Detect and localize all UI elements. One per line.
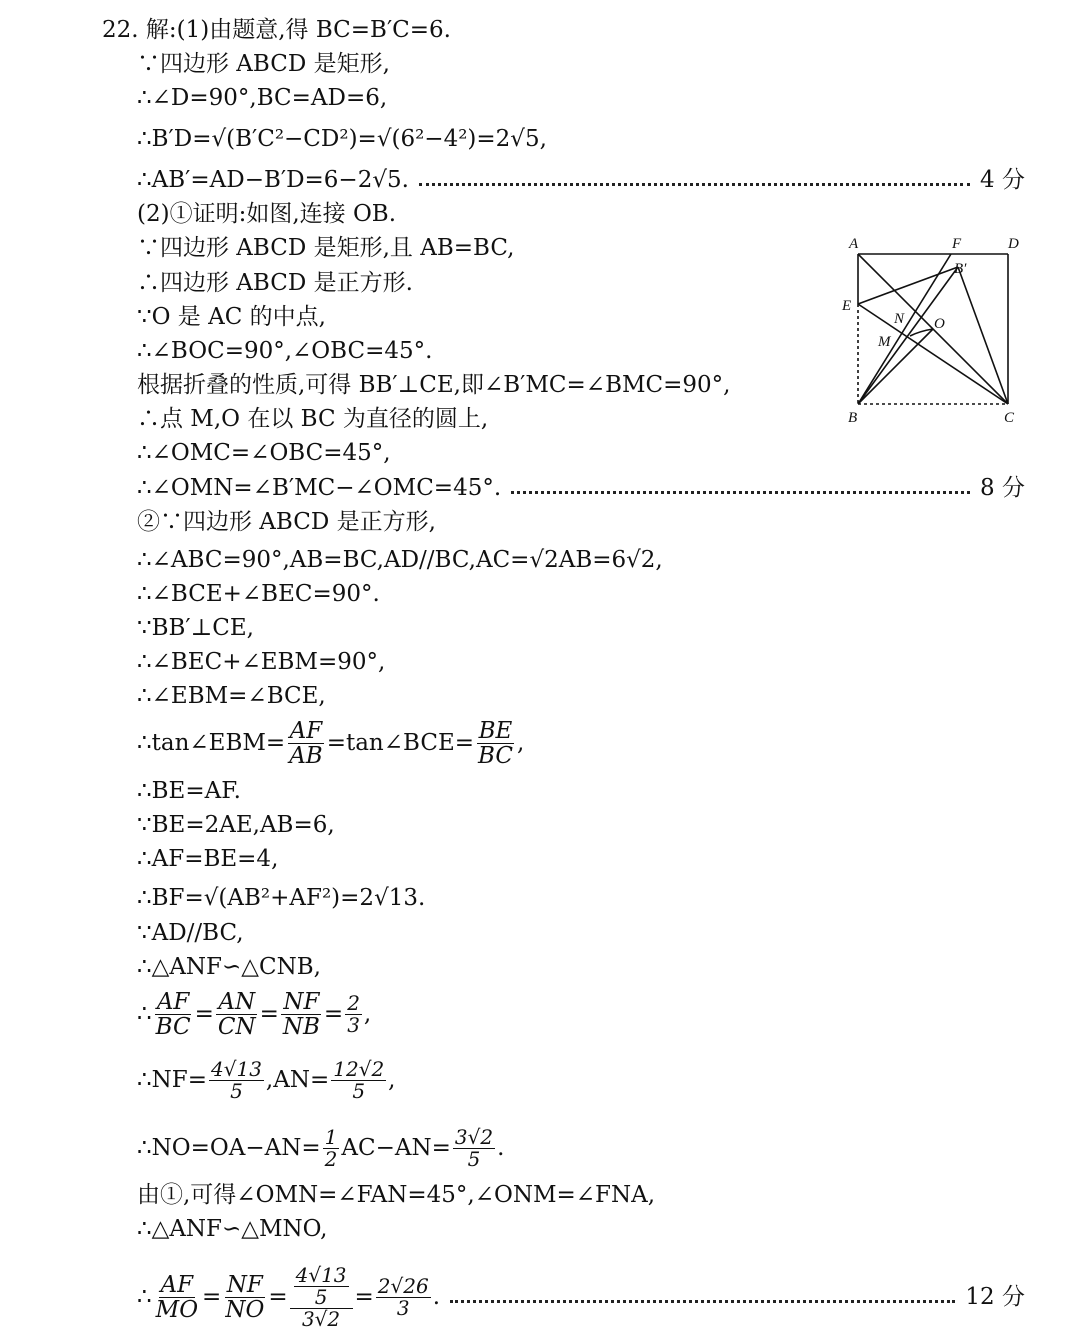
- comma: ,: [516, 730, 525, 756]
- line-3: ∴∠D=90°,BC=AD=6,: [137, 85, 388, 111]
- line-5-text: ∴AB′=AD−B′D=6−2√5.: [137, 167, 409, 193]
- therefore: ∴: [137, 1284, 152, 1310]
- label-D: D: [1008, 236, 1019, 252]
- line-tan: [137, 715, 524, 771]
- line-8: ∴四边形 ABCD 是正方形.: [137, 270, 413, 296]
- fraction-an-value: $\frac{12√2}{5}$: [333, 1056, 385, 1103]
- line-b1c: [958, 267, 1008, 404]
- fraction-nf-value: $\frac{4√13}{5}$: [211, 1056, 262, 1103]
- nf-label: ∴NF=: [137, 1067, 207, 1093]
- line-2: ∵四边形 ABCD 是矩形,: [137, 51, 390, 77]
- line-34: ∴△ANF∽△MNO,: [137, 1216, 328, 1242]
- dot-leader: [419, 183, 970, 186]
- no-left: ∴NO=OA−AN=: [137, 1135, 321, 1161]
- label-M: M: [878, 334, 891, 350]
- dot-leader: [450, 1300, 955, 1303]
- line-nf: ∴NF= $\frac{4√13}{5}$ ,AN= $\frac{12√2}{5}$ ,: [137, 1056, 396, 1103]
- fraction-af-bc: $\frac{AF}{BC}$: [155, 988, 191, 1040]
- line-bb1: [858, 267, 958, 404]
- score-12: 12 分: [965, 1284, 1025, 1310]
- line-final: ∴ $\frac{AF}{MO}$ = $\frac{NF}{NO}$ = $\frac{\frac{4√13}{5}}{3√2}$ = $\frac{2√26}{3}$ . 12 分: [137, 1262, 1025, 1331]
- line-24: ∴AF=BE=4,: [137, 846, 279, 872]
- line-14: [137, 475, 1025, 501]
- line-10: ∴∠BOC=90°,∠OBC=45°.: [137, 338, 433, 364]
- fraction-result: $\frac{2√26}{3}$: [377, 1273, 429, 1320]
- line-14-text: ∴∠OMN=∠B′MC−∠OMC=45°.: [137, 475, 502, 501]
- therefore: ∴: [137, 1001, 152, 1027]
- fraction-no-value: $\frac{3√2}{5}$: [454, 1124, 494, 1171]
- line-12: ∴点 M,O 在以 BC 为直径的圆上,: [137, 406, 489, 432]
- line-no: ∴NO=OA−AN= $\frac{1}{2}$ AC−AN= $\frac{3√2}{5}$ .: [137, 1124, 505, 1171]
- line-19: ∴∠BEC+∠EBM=90°,: [137, 649, 386, 675]
- line-20: ∴∠EBM=∠BCE,: [137, 683, 326, 709]
- line-33: 由①,可得∠OMN=∠FAN=45°,∠ONM=∠FNA,: [137, 1182, 656, 1208]
- line-13: ∴∠OMC=∠OBC=45°,: [137, 440, 391, 466]
- line-15: ②∵四边形 ABCD 是正方形,: [137, 509, 436, 535]
- line-23: ∵BE=2AE,AB=6,: [137, 812, 335, 838]
- line-bo: [858, 329, 933, 404]
- fraction-af-mo: $\frac{AF}{MO}$: [155, 1271, 199, 1323]
- dot-leader: [511, 491, 970, 494]
- line-16: ∴∠ABC=90°,AB=BC,AD//BC,AC=√2AB=6√2,: [137, 547, 663, 573]
- line-ratio: ∴ $\frac{AF}{BC}$ = $\frac{AN}{CN}$ = $\frac{NF}{NB}$ = $\frac{2}{3}$ ,: [137, 988, 372, 1040]
- label-A: A: [849, 236, 859, 252]
- line-26: ∵AD//BC,: [137, 920, 244, 946]
- line-17: ∴∠BCE+∠BEC=90°.: [137, 581, 380, 607]
- line-18: ∵BB′⊥CE,: [137, 615, 254, 641]
- score-4: 4 分: [980, 167, 1025, 193]
- fraction-complex: $\frac{\frac{4√13}{5}}{3√2}$: [290, 1265, 353, 1330]
- fraction-2-3: $\frac{2}{3}$: [347, 990, 360, 1037]
- no-mid: AC−AN=: [341, 1135, 451, 1161]
- label-N: N: [894, 311, 905, 327]
- label-B1: B′: [954, 261, 967, 277]
- label-B: B: [848, 410, 858, 426]
- line-25: ∴BF=√(AB²+AF²)=2√13.: [137, 885, 426, 911]
- tan-mid: =tan∠BCE=: [326, 730, 475, 756]
- line-5: [137, 167, 1025, 193]
- fraction-half: $\frac{1}{2}$: [324, 1124, 338, 1171]
- fraction-nf-nb: $\frac{NF}{NB}$: [282, 988, 320, 1040]
- fraction-inner: $\frac{4√13}{5}$: [295, 1262, 347, 1309]
- label-C: C: [1004, 410, 1015, 426]
- line-22: ∴BE=AF.: [137, 778, 241, 804]
- score-8: 8 分: [980, 475, 1025, 501]
- line-ec: [858, 304, 1008, 404]
- label-F: F: [952, 236, 962, 252]
- line-6: (2)①证明:如图,连接 OB.: [137, 201, 397, 227]
- label-O: O: [934, 316, 945, 332]
- fraction-af-ab: $\frac{AF}{AB}$: [289, 717, 323, 769]
- line-4: ∴B′D=√(B′C²−CD²)=√(6²−4²)=2√5,: [137, 126, 547, 152]
- fraction-be-bc: $\frac{BE}{BC}$: [478, 717, 513, 769]
- line-11: 根据折叠的性质,可得 BB′⊥CE,即∠B′MC=∠BMC=90°,: [137, 372, 731, 398]
- geometry-figure: [838, 232, 1028, 427]
- line-eb1: [858, 267, 958, 304]
- an-label: ,AN=: [265, 1067, 330, 1093]
- label-E: E: [842, 298, 852, 314]
- line-9: ∵O 是 AC 的中点,: [137, 304, 326, 330]
- fraction-an-cn: $\frac{AN}{CN}$: [217, 988, 256, 1040]
- line-27: ∴△ANF∽△CNB,: [137, 954, 321, 980]
- line-7: ∵四边形 ABCD 是矩形,且 AB=BC,: [137, 235, 515, 261]
- tan-left: ∴tan∠EBM=: [137, 730, 286, 756]
- line-1: 22. 解:(1)由题意,得 BC=B′C=6.: [102, 17, 451, 43]
- fraction-nf-no: $\frac{NF}{NO}$: [225, 1271, 265, 1323]
